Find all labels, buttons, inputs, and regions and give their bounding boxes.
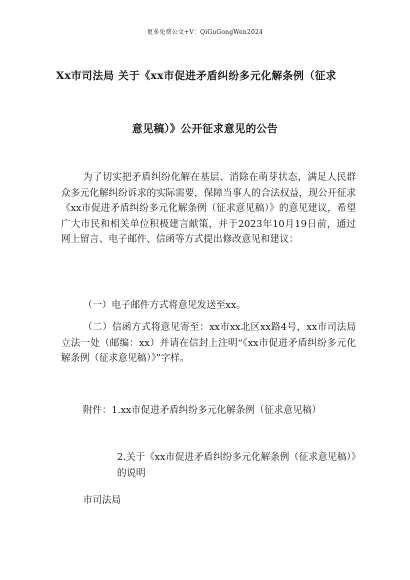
paragraph-email-method: （一）电子邮件方式将意见发送至xx。 — [83, 300, 246, 311]
signature: 市司法局 — [83, 495, 122, 506]
document-title-line1: Xx市司法局 关于《xx市促进矛盾纠纷多元化解条例（征求 — [56, 70, 337, 82]
attachment-item-2: 2.关于《xx市促进矛盾纠纷多元化解条例（征求意见稿）》的说明 — [117, 452, 356, 479]
header-note: 更多免费公文+V：QiGuGongWen2024 — [146, 29, 264, 36]
paragraph-intro: 为了切实把矛盾纠纷化解在基层、消除在萌芽状态，满足人民群众多元化解纠纷诉求的实际需要，保障当事人的合法权益，现公开征求《xx市促进矛盾纠纷多元化解条例（征求意见稿）》的意见建议，希望广大市民和相关单位积极建言献策，并于2023年10月19日前，通过网上留言、电子邮件、信函等方式提出修改意见和建议： — [61, 172, 356, 246]
attachment-item-1: 附件：1.xx市促进矛盾纠纷多元化解条例（征求意见稿） — [83, 405, 322, 416]
document-title-line2: 意见稿）》公开征求意见的公告 — [132, 123, 278, 135]
paragraph-letter-method: （二）信函方式将意见寄至：xx市xx北区xx路4号，xx市司法局立法一处（邮编：xx）并请在信封上注明“《xx市促进矛盾纠纷多元化解条例（征求意见稿）》”字样。 — [61, 322, 356, 365]
